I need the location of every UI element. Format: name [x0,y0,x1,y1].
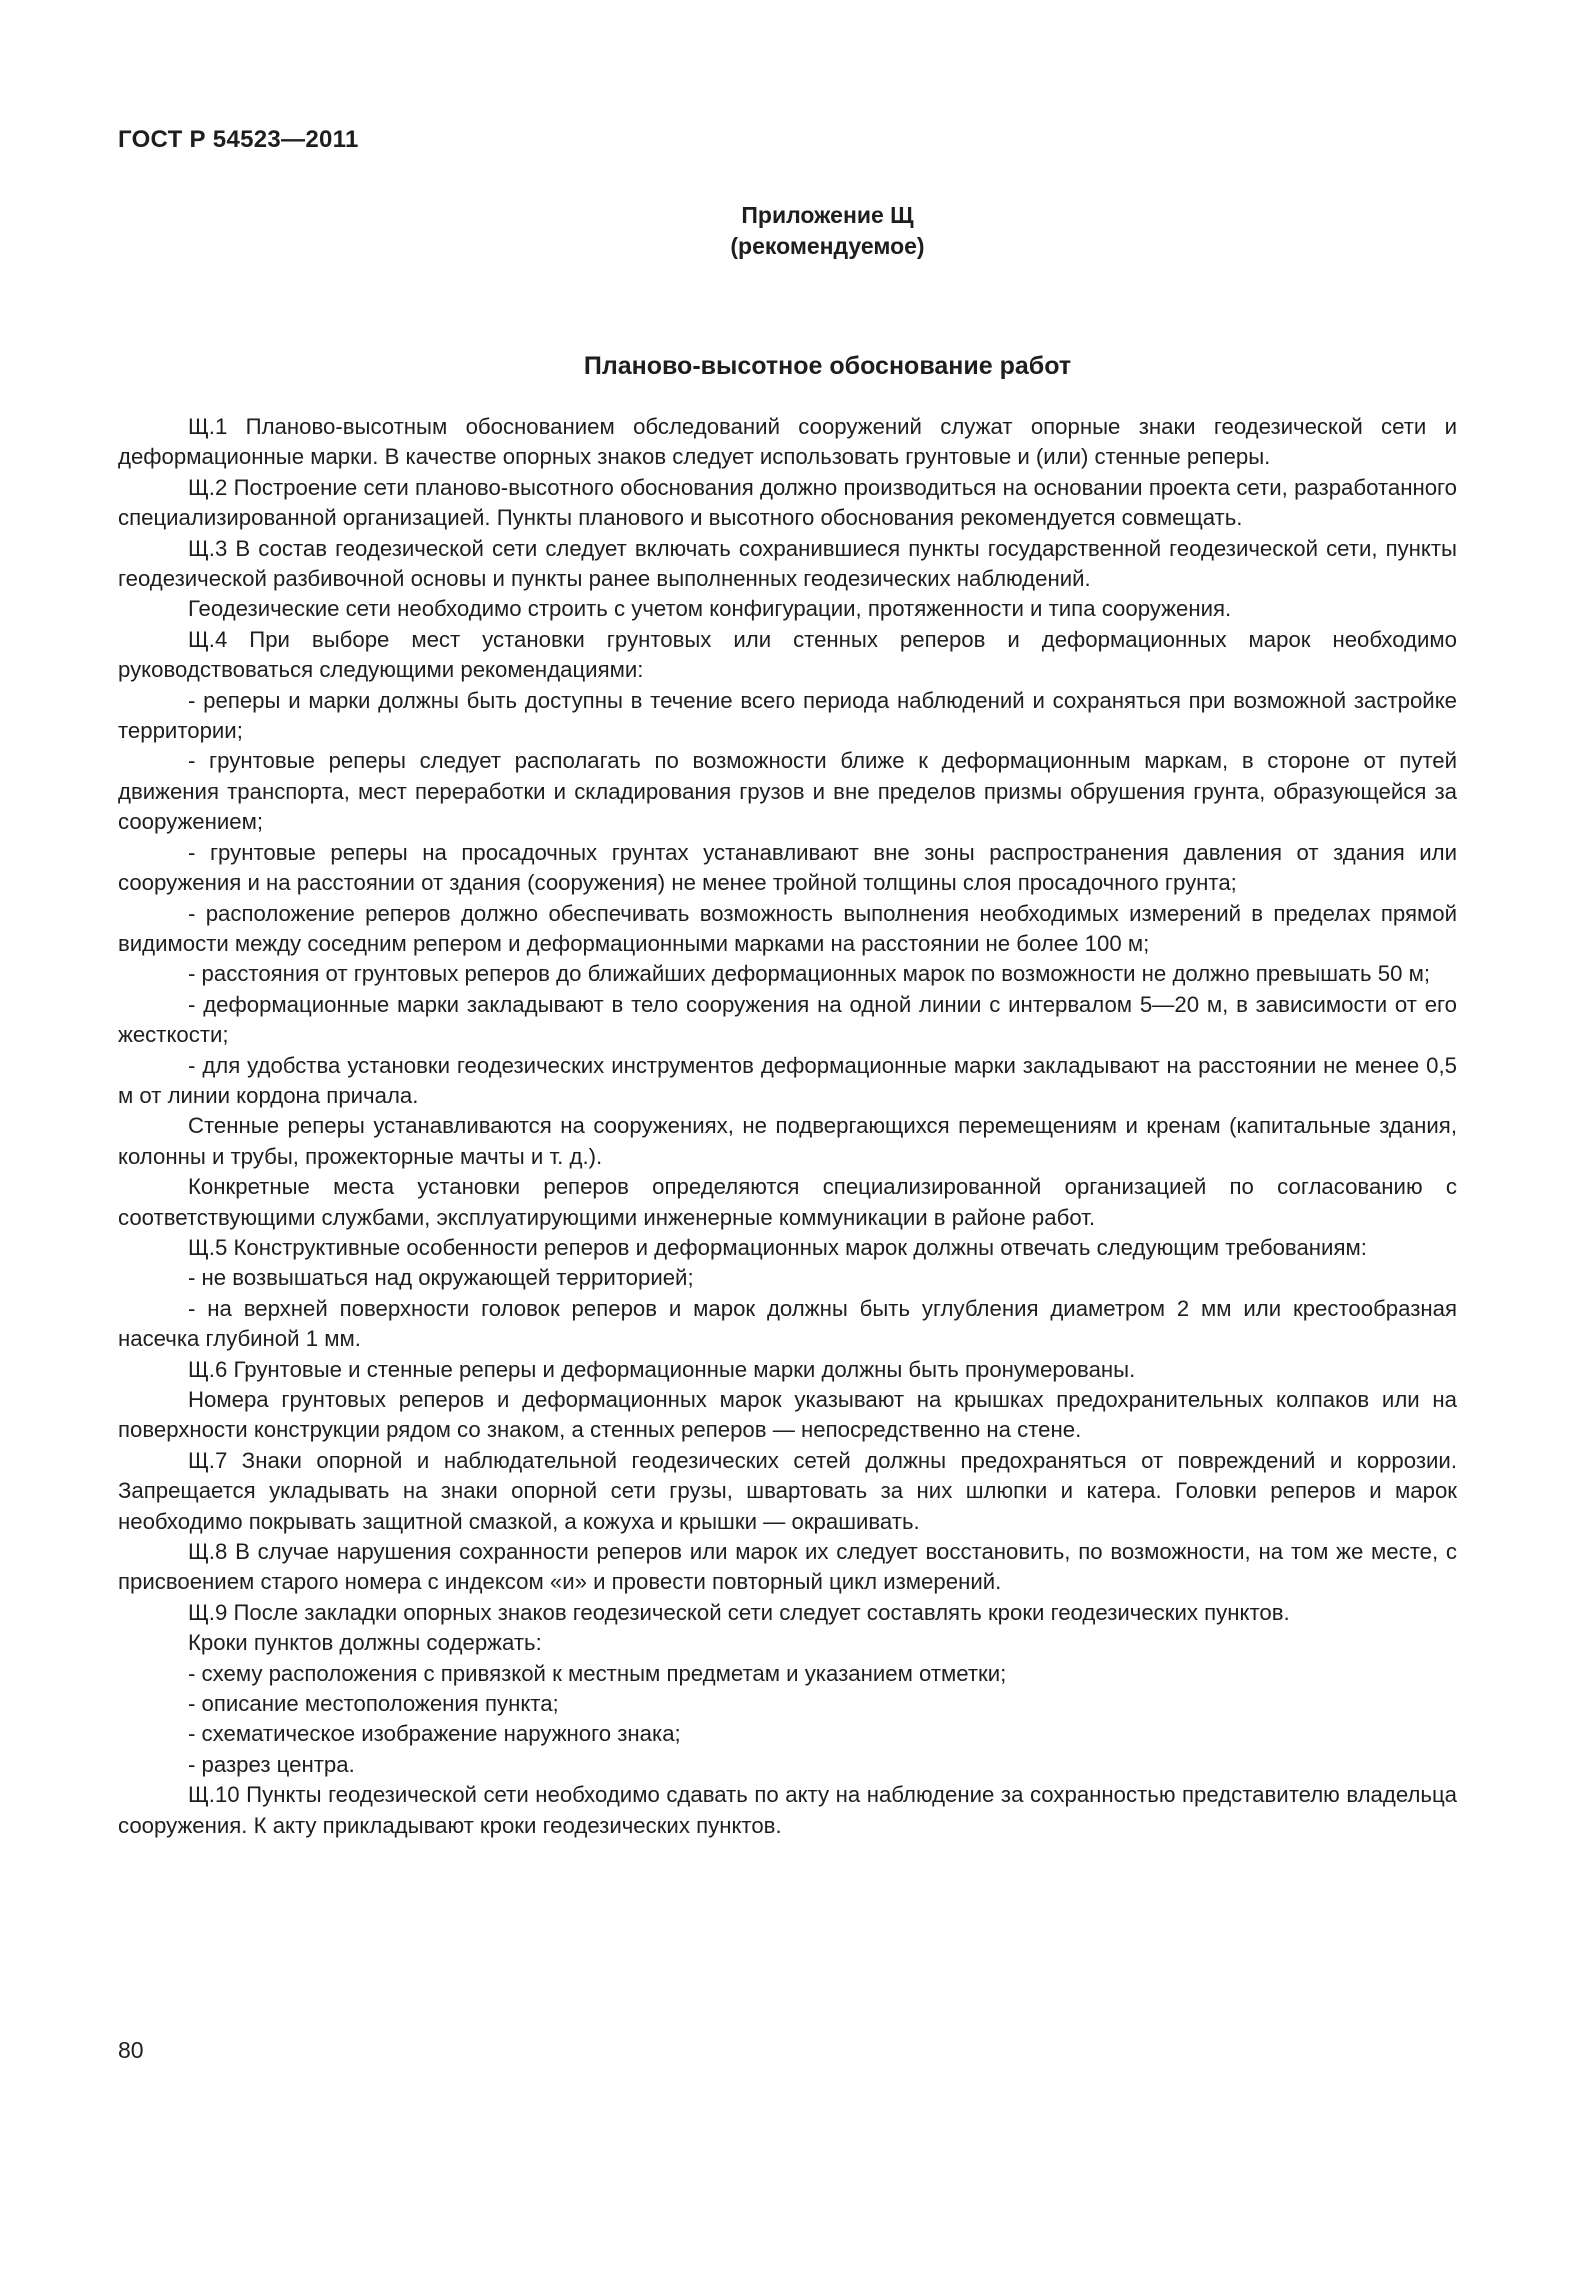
list-item: - реперы и марки должны быть доступны в течение всего периода наблюдений и сохраняться при возможной застройке территории; [118,687,1457,744]
paragraph: Щ.9 После закладки опорных знаков геодезической сети следует составлять кроки геодезических пунктов. [188,1599,1290,1625]
list-item: - разрез центра. [188,1751,355,1777]
list-item: - схематическое изображение наружного знака; [188,1721,681,1747]
list-item: - расстояния от грунтовых реперов до ближайших деформационных марок по возможности не должно превышать 50 м; [188,961,1431,987]
paragraph: Стенные реперы устанавливаются на сооружениях, не подвергающихся перемещениям и кренам (капитальные здания, колонны и трубы, прожекторные мачты и т. д.). [118,1113,1457,1169]
paragraph: Конкретные места установки реперов определяются специализированной организацией по согласованию с соответствующими службами, эксплуатирующими инженерные коммуникации в районе работ. [118,1174,1457,1230]
list-item: - на верхней поверхности головок реперов и марок должны быть углубления диаметром 2 мм или крестообразная насечка глубиной 1 мм. [118,1295,1457,1352]
appendix-heading [0,200,1575,262]
paragraph: Геодезические сети необходимо строить с учетом конфигурации, протяженности и типа сооружения. [188,596,1232,622]
paragraph: Щ.4 При выборе мест установки грунтовых или стенных реперов и деформационных марок необходимо руководствоваться следующими рекомендациями: [118,626,1457,683]
list-item: - не возвышаться над окружающей территорией; [188,1265,694,1291]
list-item: - деформационные марки закладывают в тело сооружения на одной линии с интервалом 5—20 м, в зависимости от его жесткости; [118,991,1457,1048]
list-item: - грунтовые реперы следует располагать по возможности ближе к деформационным маркам, в стороне от путей движения транспорта, мест переработки и складирования грузов и вне пределов призмы обрушения грунта, образующейся за сооружением; [118,748,1457,835]
section-title: Планово-высотное обоснование работ [583,352,1072,380]
list-item: - описание местоположения пункта; [188,1691,559,1717]
paragraph: Номера грунтовых реперов и деформационных марок указывают на крышках предохранительных колпаков или на поверхности конструкции рядом со знаком, а стенных реперов — непосредственно на стене. [118,1387,1457,1443]
list-item: - для удобства установки геодезических инструментов деформационные марки закладывают на расстоянии не менее 0,5 м от линии кордона причала. [118,1052,1457,1108]
body-text [118,412,1457,1841]
appendix-title: Приложение Щ [741,202,914,228]
paragraph: Кроки пунктов должны содержать: [188,1630,542,1656]
page-number: 80 [118,2037,144,2063]
list-item: - грунтовые реперы на просадочных грунтах устанавливают вне зоны распространения давления от здания или сооружения и на расстоянии от здания (сооружения) не менее тройной толщины слоя просадочного грунта; [118,839,1457,896]
paragraph: Щ.3 В состав геодезической сети следует включать сохранившиеся пункты государственной геодезической сети, пункты геодезической разбивочной основы и пункты ранее выполненных геодезических наблюдений. [118,535,1457,592]
list-item: - схему расположения с привязкой к местным предметам и указанием отметки; [188,1660,1007,1686]
paragraph: Щ.6 Грунтовые и стенные реперы и деформационные марки должны быть пронумерованы. [188,1356,1136,1382]
appendix-subtitle: (рекомендуемое) [730,233,925,259]
paragraph: Щ.1 Планово-высотным обоснованием обследований сооружений служат опорные знаки геодезической сети и деформационные марки. В качестве опорных знаков следует использовать грунтовые и (или) стенные реперы. [118,414,1457,470]
paragraph: Щ.8 В случае нарушения сохранности реперов или марок их следует восстановить, по возможности, на том же месте, с присвоением старого номера с индексом «и» и провести повторный цикл измерений. [118,1539,1457,1595]
paragraph: Щ.7 Знаки опорной и наблюдательной геодезических сетей должны предохраняться от повреждений и коррозии. Запрещается укладывать на знаки опорной сети грузы, швартовать за них шлюпки и катера. Головки реперов и марок необходимо покрывать защитной смазкой, а кожуха и крышки — окрашивать. [118,1447,1457,1534]
paragraph: Щ.5 Конструктивные особенности реперов и деформационных марок должны отвечать следующим требованиям: [188,1234,1367,1260]
list-item: - расположение реперов должно обеспечивать возможность выполнения необходимых измерений в пределах прямой видимости между соседним репером и деформационными марками на расстоянии не более 100 м; [118,900,1457,956]
paragraph: Щ.2 Построение сети планово-высотного обоснования должно производиться на основании проекта сети, разработанного специализированной организацией. Пункты планового и высотного обоснования рекомендуется совмещать. [118,474,1457,531]
paragraph: Щ.10 Пункты геодезической сети необходимо сдавать по акту на наблюдение за сохранностью представителю владельца сооружения. К акту прикладывают кроки геодезических пунктов. [118,1782,1457,1838]
document-code-header: ГОСТ Р 54523—2011 [118,126,359,153]
